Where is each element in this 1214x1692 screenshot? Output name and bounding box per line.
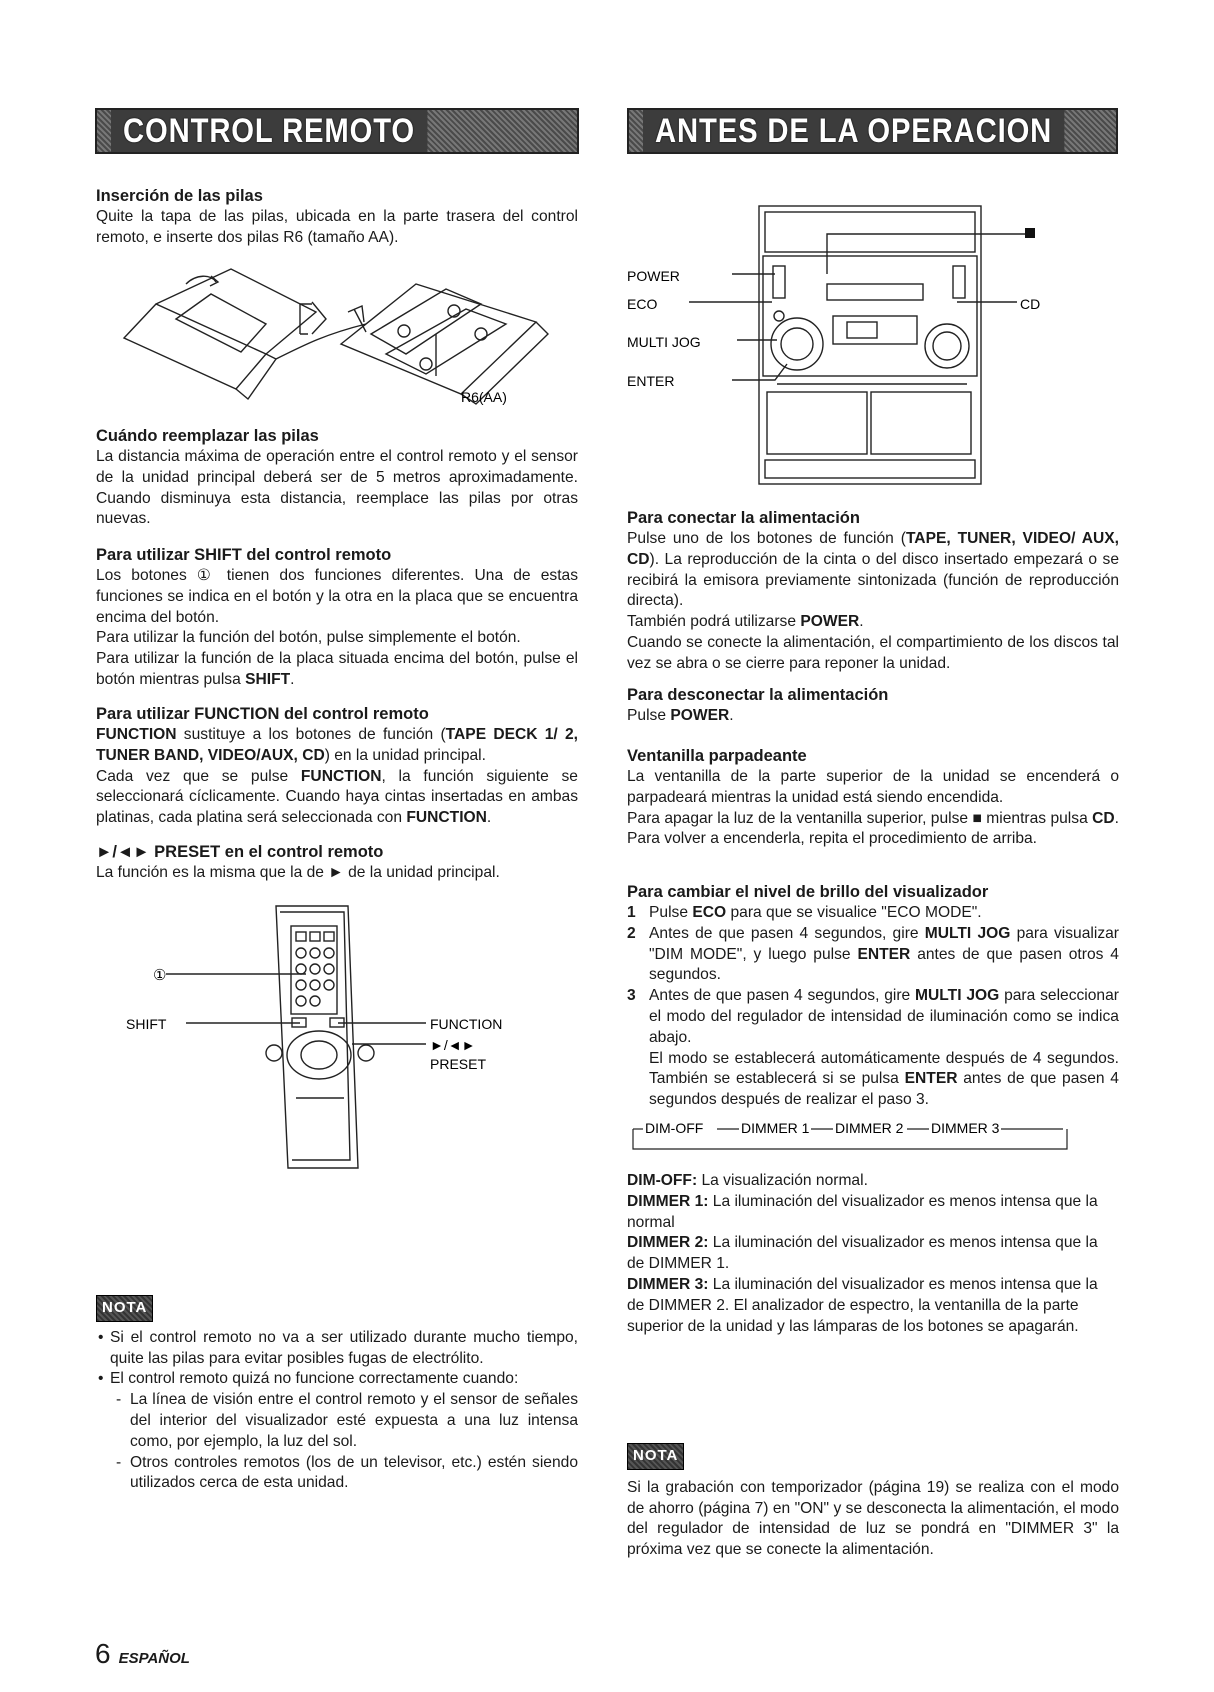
section-text: Para utilizar la función del botón, pulse simplemente el botón.	[96, 629, 521, 647]
remote-label-function: FUNCTION	[430, 1016, 503, 1032]
nota-dash-item: - Otros controles remotos (los de un televisor, etc.) estén siendo utilizados cerca de esta unidad.	[96, 1453, 578, 1495]
nota-left-section	[96, 1295, 578, 1494]
cycle-item: DIMMER 2	[835, 1119, 904, 1136]
section-text: Cuando se conecte la alimentación, el compartimiento de los discos tal vez se abra o se cierre para reponer la unidad.	[627, 633, 1119, 672]
battery-insertion-illustration	[116, 264, 556, 429]
language-label: ESPAÑOL	[118, 1650, 190, 1667]
device-label-enter: ENTER	[627, 373, 675, 389]
brillo-section	[627, 882, 1119, 1337]
section-text: También podrá utilizarse POWER.	[627, 613, 864, 631]
section-text: Para utilizar la función de la placa situada encima del botón, pulse el botón mientras pulsa SHIFT.	[96, 650, 578, 688]
cycle-item: DIMMER 1	[741, 1119, 810, 1136]
cycle-item: DIM-OFF	[645, 1119, 704, 1136]
section-text: La distancia máxima de operación entre el control remoto y el sensor de la unidad principal deberá ser de 5 metros aproximadamente. Cuando disminuya esta distancia, reemplace las pilas por otras nuevas.	[96, 448, 578, 528]
section-heading: Para desconectar la alimentación	[627, 686, 889, 704]
section-heading: Cuándo reemplazar las pilas	[96, 427, 319, 445]
definition: DIM-OFF: La visualización normal.	[627, 1171, 868, 1189]
step-3: 3 Antes de que pasen 4 segundos, gire MULTI JOG para seleccionar el modo del regulador de intensidad de iluminación como se indica abajo.	[627, 987, 1119, 1046]
section-text: Pulse uno de los botones de función (TAPE, TUNER, VIDEO/ AUX, CD). La reproducción de la cinta o del disco insertado empezará o se recibirá la emisora previamente sintonizada (función de reproducción directa).	[627, 530, 1119, 610]
function-section	[96, 704, 578, 829]
cuando-section	[96, 426, 578, 530]
section-text: Para apagar la luz de la ventanilla superior, pulse ■ mientras pulsa CD. Para volver a encenderla, repita el procedimiento de arriba.	[627, 809, 1119, 848]
section-banner-control-remoto	[95, 108, 579, 154]
remote-label-shift: SHIFT	[126, 1016, 167, 1032]
section-heading: ►/◄► PRESET en el control remoto	[96, 843, 384, 861]
conectar-section	[627, 508, 1119, 675]
remote-label-circle1: ①	[153, 967, 167, 984]
step-1: 1 Pulse ECO para que se visualice "ECO MODE".	[627, 904, 982, 921]
nota-bullet: • El control remoto quizá no funcione correctamente cuando:	[96, 1369, 578, 1390]
remote-control-illustration	[126, 898, 546, 1198]
battery-size-label: R6(AA)	[461, 389, 507, 405]
section-heading: Para utilizar SHIFT del control remoto	[96, 546, 392, 564]
cycle-item: DIMMER 3	[931, 1119, 1000, 1136]
page-footer	[95, 1638, 190, 1670]
step-2: 2 Antes de que pasen 4 segundos, gire MULTI JOG para visualizar "DIM MODE", y luego pulse ENTER antes de que pasen otros 4 segundos.	[627, 924, 1119, 984]
dimmer-cycle-diagram	[627, 1117, 1097, 1157]
nota-badge: NOTA	[627, 1443, 684, 1470]
definition: DIMMER 2: La iluminación del visualizador es menos intensa que la de DIMMER 1.	[627, 1234, 1098, 1273]
definition: DIMMER 3: La iluminación del visualizador es menos intensa que la de DIMMER 2. El analizador de espectro, la ventanilla de la parte superior de la unidad y las lámparas de los botones se apagarán.	[627, 1275, 1098, 1335]
section-banner-antes-de-la-operacion	[627, 108, 1118, 154]
insercion-section	[96, 186, 578, 249]
device-label-eco: ECO	[627, 296, 658, 312]
device-label-power: POWER	[627, 268, 680, 284]
section-heading: Para conectar la alimentación	[627, 509, 860, 527]
section-text: Los botones ① tienen dos funciones diferentes. Una de estas funciones se indica en el botón y la otra en la placa que se encuentra encima del botón.	[96, 567, 578, 626]
section-heading: Para utilizar FUNCTION del control remoto	[96, 705, 429, 723]
nota-right-section	[627, 1443, 1119, 1561]
stop-marker-square	[1025, 228, 1035, 238]
section-text: Quite la tapa de las pilas, ubicada en la parte trasera del control remoto, e inserte dos pilas R6 (tamaño AA).	[96, 208, 578, 246]
section-heading: Para cambiar el nivel de brillo del visualizador	[627, 883, 989, 901]
preset-section	[96, 842, 578, 884]
section-text: Cada vez que se pulse FUNCTION, la función siguiente se seleccionará cíclicamente. Cuando haya cintas insertadas en ambas platinas, cada platina será seleccionada con FUNCTION.	[96, 767, 578, 827]
device-label-cd: CD	[1020, 296, 1041, 312]
section-text: La función es la misma que la de ► de la unidad principal.	[96, 864, 500, 881]
section-heading: Ventanilla parpadeante	[627, 747, 807, 765]
device-label-multijog: MULTI JOG	[627, 334, 701, 350]
shift-section	[96, 545, 578, 691]
nota-dash-item: - La línea de visión entre el control remoto y el sensor de señales del interior del visualizador esté expuesta a una luz intensa como, por ejemplo, la luz del sol.	[96, 1390, 578, 1452]
nota-text: Si la grabación con temporizador (página 19) se realiza con el modo de ahorro (página 7) en "ON" y se desconecta la alimentación, el modo del regulador de intensidad de luz se pondrá en "DIMMER 3" la próxima vez que se conecte la alimentación.	[627, 1478, 1119, 1559]
section-text: Pulse POWER.	[627, 707, 734, 724]
page-number: 6	[95, 1638, 111, 1669]
nota-bullet: • Si el control remoto no va a ser utilizado durante mucho tiempo, quite las pilas para evitar posibles fugas de electrólito.	[96, 1328, 578, 1370]
dimmer-definitions	[627, 1171, 1119, 1337]
banner-title: ANTES DE LA OPERACION	[643, 110, 1064, 152]
stereo-unit-illustration	[627, 204, 1107, 504]
definition: DIMMER 1: La iluminación del visualizador es menos intensa que la normal	[627, 1192, 1098, 1231]
desconectar-section	[627, 685, 1119, 727]
section-heading: Inserción de las pilas	[96, 187, 263, 205]
section-text: FUNCTION sustituye a los botones de función (TAPE DECK 1/ 2, TUNER BAND, VIDEO/AUX, CD) en la unidad principal.	[96, 726, 578, 764]
ventanilla-section	[627, 746, 1119, 850]
section-text: La ventanilla de la parte superior de la unidad se encenderá o parpadeará mientras la unidad está siendo encendida.	[627, 768, 1119, 806]
banner-title: CONTROL REMOTO	[111, 110, 427, 152]
remote-label-preset: PRESET	[430, 1056, 487, 1072]
remote-label-preset-symbol: ►/◄►	[430, 1037, 476, 1053]
nota-badge: NOTA	[96, 1295, 153, 1322]
step-3-detail: El modo se establecerá automáticamente después de 4 segundos. También se establecerá si se pulsa ENTER antes de que pasen 4 segundos después de realizar el paso 3.	[649, 1049, 1119, 1109]
